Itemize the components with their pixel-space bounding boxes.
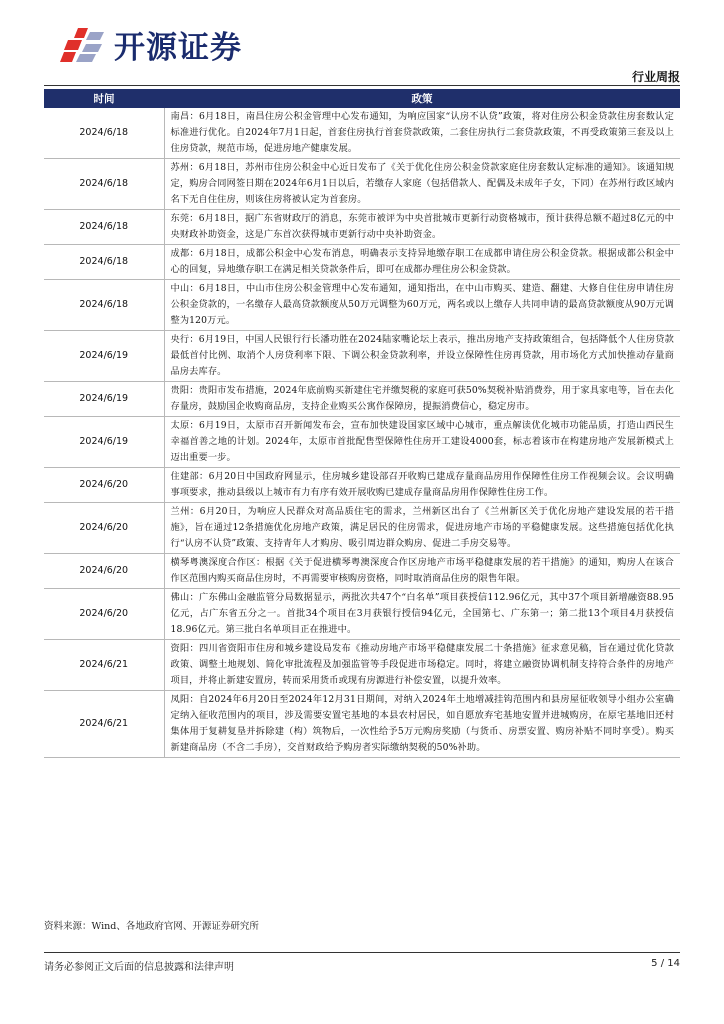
table-row	[44, 503, 680, 554]
policy-table-body	[44, 108, 680, 758]
row-date: 2024/6/20	[44, 554, 164, 589]
section-label: 行业周报	[631, 70, 680, 84]
table-header-row	[44, 89, 680, 108]
table-row	[44, 589, 680, 640]
header-divider	[44, 85, 680, 86]
row-policy: 贵阳：贵阳市发布措施，2024年底前购买新建住宅并缴契税的家庭可获50%契税补贴消费券，用于家具家电等，旨在去化存量房，鼓励国企收购商品房，支持企业购买公寓作保障房，提振消费信心，稳定房市。	[164, 382, 680, 417]
row-date: 2024/6/19	[44, 331, 164, 382]
table-row	[44, 280, 680, 331]
policy-table	[44, 89, 680, 758]
row-policy: 住建部：6月20日中国政府网显示，住房城乡建设部召开收购已建成存量商品房用作保障性住房工作视频会议。会议明确事项要求，推动县级以上城市有力有序有效开展收购已建成存量商品房用作保障性住房工作。	[164, 468, 680, 503]
row-date: 2024/6/18	[44, 280, 164, 331]
company-logo	[58, 22, 242, 66]
table-row	[44, 245, 680, 280]
row-date: 2024/6/18	[44, 210, 164, 245]
table-row	[44, 210, 680, 245]
row-policy: 佛山：广东佛山金融监管分局数据显示，两批次共47个“白名单”项目获授信112.96亿元，其中37个项目新增融资88.95亿元，占广东省五分之一。首批34个项目在3月获银行授信94亿元，全国第七、广东第一；第二批13个项目4月获授信18.96亿元。第三批白名单项目正在推进中。	[164, 589, 680, 640]
logo-mark-icon	[58, 22, 108, 66]
row-date: 2024/6/18	[44, 159, 164, 210]
table-row	[44, 554, 680, 589]
row-policy: 苏州：6月18日，苏州市住房公积金中心近日发布了《关于优化住房公积金贷款家庭住房套数认定标准的通知》。该通知规定，购房合同网签日期在2024年6月1日以后，若缴存人家庭（包括借款人、配偶及未成年子女，下同）在苏州行政区域内名下无自住住房，则该住房将被认定为首套房。	[164, 159, 680, 210]
table-row	[44, 468, 680, 503]
row-policy: 南昌：6月18日，南昌住房公积金管理中心发布通知，为响应国家“认房不认贷”政策，将对住房公积金贷款住房套数认定标准进行优化。自2024年7月1日起，首套住房执行首套贷款政策，二套住房执行二套贷款政策，不再受政策第三套及以上住房贷款，规范市场，促进房地产健康发展。	[164, 108, 680, 159]
row-policy: 成都：6月18日，成都公积金中心发布消息，明确表示支持异地缴存职工在成都申请住房公积金贷款。根据成都公积金中心的回复，异地缴存职工在满足相关贷款条件后，即可在成都办理住房公积金贷款。	[164, 245, 680, 280]
row-date: 2024/6/21	[44, 691, 164, 758]
logo-text: 开源证券	[114, 29, 242, 66]
row-date: 2024/6/20	[44, 503, 164, 554]
source-note: 资料来源：Wind、各地政府官网、开源证券研究所	[44, 921, 259, 932]
row-policy: 资阳：四川省资阳市住房和城乡建设局发布《推动房地产市场平稳健康发展二十条措施》征求意见稿，旨在通过优化贷款政策、调整土地规划、简化审批流程及加强监管等手段促进市场稳定。同时，将建立融资协调机制支持符合条件的房地产项目，并将止新建安置房，转而采用货币或现有房源进行补偿安置，以提升效率。	[164, 640, 680, 691]
table-row	[44, 417, 680, 468]
row-policy: 太原：6月19日，太原市召开新闻发布会，宣布加快建设国家区域中心城市，重点解读优化城市功能品质，打造山西民生幸福首善之地的计划。2024年，太原市首批配售型保障性住房开工建设4000套，标志着该市在构建房地产发展新模式上迈出重要一步。	[164, 417, 680, 468]
row-date: 2024/6/19	[44, 382, 164, 417]
table-row	[44, 382, 680, 417]
column-header-policy: 政策	[164, 89, 680, 108]
row-policy: 横琴粤澳深度合作区：根据《关于促进横琴粤澳深度合作区房地产市场平稳健康发展的若干措施》的通知，购房人在该合作区范围内购买商品住房时，不再需要审核购房资格，同时取消商品住房的限售年限。	[164, 554, 680, 589]
row-date: 2024/6/18	[44, 108, 164, 159]
page-number: 5 / 14	[651, 958, 680, 969]
row-policy: 凤阳：自2024年6月20日至2024年12月31日期间，对纳入2024年土地增减挂钩范围内和县房屋征收领导小组办公室确定纳入征收范围内的项目，涉及需要安置宅基地的本县农村居民，如自愿放弃宅基地安置并进城购房，在原宅基地旧还村集体用于复耕复垦并拆除建（构）筑物后，一次性给予5万元购房奖励（与货币、房票安置、购房补贴不同时享受）。购买新建商品房（不含二手房），交首财政给予购房者实际缴纳契税的50%补助。	[164, 691, 680, 758]
row-date: 2024/6/20	[44, 589, 164, 640]
column-header-date: 时间	[44, 89, 164, 108]
row-policy: 兰州：6月20日，为响应人民群众对高品质住宅的需求，兰州新区出台了《兰州新区关于优化房地产建设发展的若干措施》，旨在通过12条措施优化房地产政策，满足居民的住房需求，促进房地产市场的平稳健康发展。这些措施包括优化执行“认房不认贷”政策、支持青年人才购房、吸引周边群众购房、促进二手房交易等。	[164, 503, 680, 554]
row-date: 2024/6/20	[44, 468, 164, 503]
row-policy: 东莞：6月18日，据广东省财政厅的消息，东莞市被评为中央首批城市更新行动资格城市，预计获得总额不超过8亿元的中央财政补助资金，这是广东首次获得城市更新行动中央补助资金。	[164, 210, 680, 245]
table-row	[44, 691, 680, 758]
row-policy: 中山：6月18日，中山市住房公积金管理中心发布通知，通知指出，在中山市购买、建造、翻建、大修自住住房申请住房公积金贷款的，一名缴存人最高贷款额度从50万元调整为60万元，两名或以上缴存人共同申请的最高贷款额度从90万元调整为120万元。	[164, 280, 680, 331]
row-policy: 央行：6月19日，中国人民银行行长潘功胜在2024陆家嘴论坛上表示，推出房地产支持政策组合，包括降低个人住房贷款最低首付比例、取消个人房贷利率下限、下调公积金贷款利率，并设立保障性住房再贷款，用市场化方式加快推动存量商品房去库存。	[164, 331, 680, 382]
table-row	[44, 159, 680, 210]
table-row	[44, 108, 680, 159]
row-date: 2024/6/19	[44, 417, 164, 468]
disclaimer-text: 请务必参阅正文后面的信息披露和法律声明	[44, 962, 234, 973]
row-date: 2024/6/18	[44, 245, 164, 280]
row-date: 2024/6/21	[44, 640, 164, 691]
table-row	[44, 640, 680, 691]
footer-divider	[44, 952, 680, 953]
table-row	[44, 331, 680, 382]
